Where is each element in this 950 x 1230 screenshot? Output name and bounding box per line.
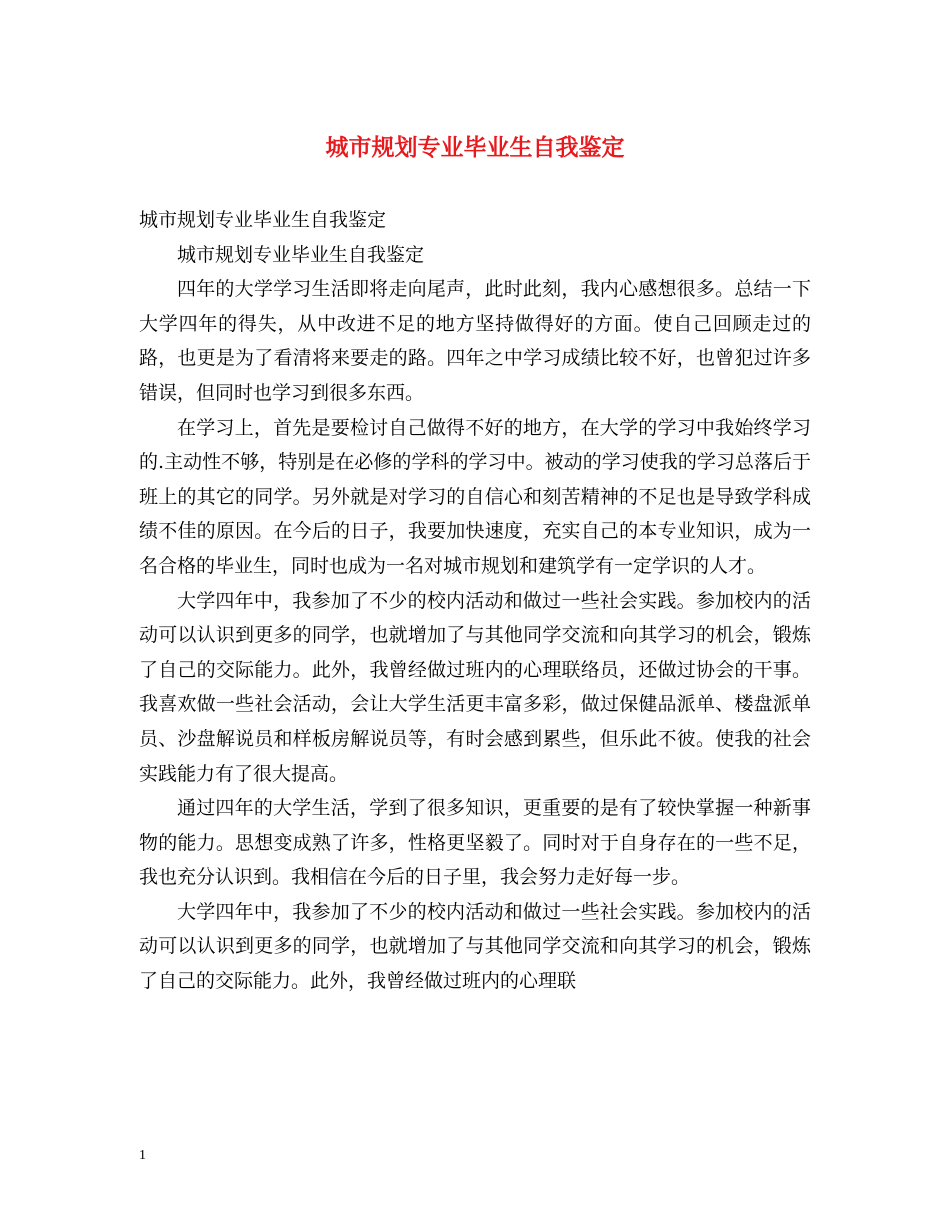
paragraph-activities: 大学四年中，我参加了不少的校内活动和做过一些社会实践。参加校内的活动可以认识到更多的同学，也就增加了与其他同学交流和向其学习的机会，锻炼了自己的交际能力。此外，我曾经做过班内的心理联络员，还做过协会的干事。我喜欢做一些社会活动，会让大学生活更丰富多彩，做过保健品派单、楼盘派单员、沙盘解说员和样板房解说员等，有时会感到累些，但乐此不彼。使我的社会实践能力有了很大提高。 xyxy=(139,589,811,785)
document-title: 城市规划专业毕业生自我鉴定 xyxy=(325,134,625,161)
paragraph-study: 在学习上，首先是要检讨自己做得不好的地方，在大学的学习中我始终学习的.主动性不够，特别是在必修的学科的学习中。被动的学习使我的学习总落后于班上的其它的同学。另外就是对学习的自信心和刻苦精神的不足也是导致学科成绩不佳的原因。在今后的日子，我要加快速度，充实自己的本专业知识，成为一名合格的毕业生，同时也成为一名对城市规划和建筑学有一定学识的人才。 xyxy=(139,416,811,577)
document-body xyxy=(139,203,811,999)
page-number: 1 xyxy=(139,1148,146,1163)
paragraph-subtitle: 城市规划专业毕业生自我鉴定 xyxy=(177,243,425,266)
paragraph-heading-repeat: 城市规划专业毕业生自我鉴定 xyxy=(139,209,387,231)
paragraph-intro: 四年的大学学习生活即将走向尾声，此时此刻，我内心感想很多。总结一下大学四年的得失，从中改进不足的地方坚持做得好的方面。使自己回顾走过的路，也更是为了看清将来要走的路。四年之中学习成绩比较不好，也曾犯过许多错误，但同时也学习到很多东西。 xyxy=(139,278,811,404)
paragraph-growth: 通过四年的大学生活，学到了很多知识，更重要的是有了较快掌握一种新事物的能力。思想变成熟了许多，性格更坚毅了。同时对于自身存在的一些不足，我也充分认识到。我相信在今后的日子里，我会努力走好每一步。 xyxy=(139,797,811,889)
paragraph-activities-repeat: 大学四年中，我参加了不少的校内活动和做过一些社会实践。参加校内的活动可以认识到更多的同学，也就增加了与其他同学交流和向其学习的机会，锻炼了自己的交际能力。此外，我曾经做过班内的心理联 xyxy=(139,900,811,993)
